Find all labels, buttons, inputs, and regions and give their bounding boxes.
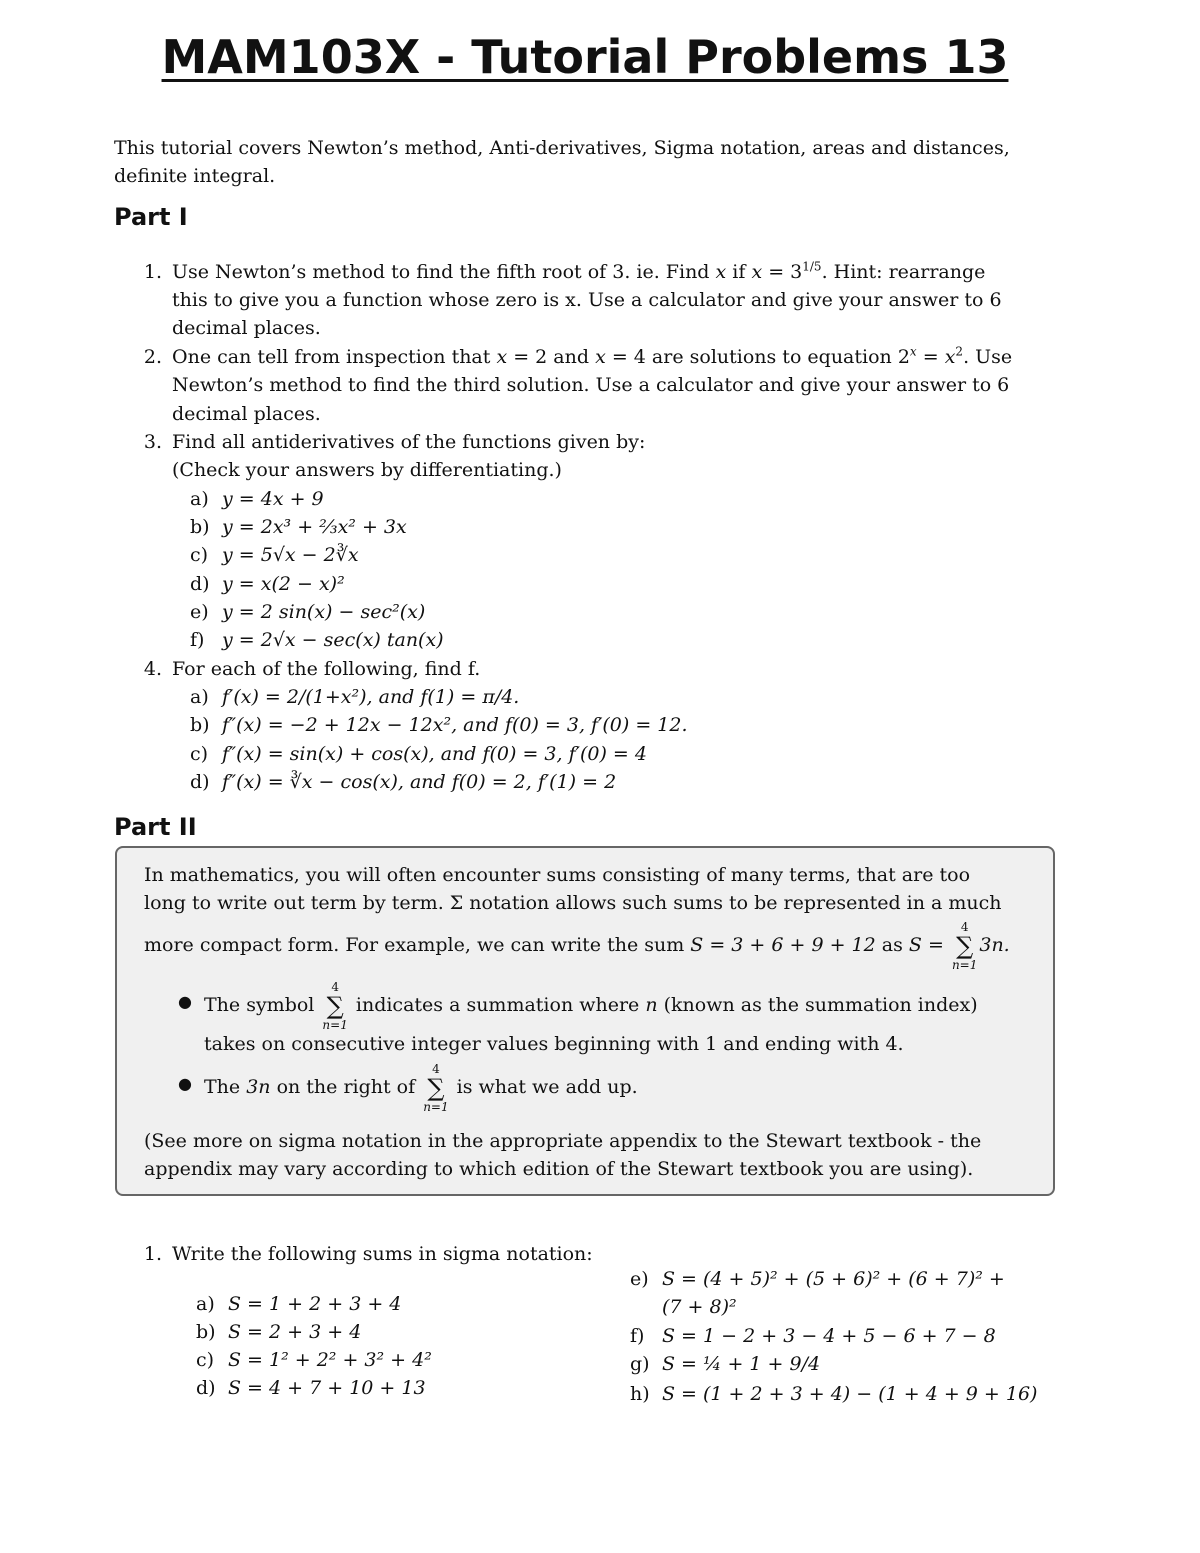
item-expression: f″(x) = ∛x − cos(x), and f(0) = 2, f′(1) = 2 [222,771,617,793]
question-3-line-2: (Check your answers by differentiating.) [172,459,562,481]
item-label: a) [196,1293,215,1315]
item-label: d) [190,771,210,793]
item-expression: y = 4x + 9 [222,488,324,510]
box-bullet-1-line-2: takes on consecutive integer values beginning with 1 and ending with 4. [204,1033,904,1055]
box-line-4: (See more on sigma notation in the appropriate appendix to the Stewart textbook - the [144,1130,982,1152]
item-label: b) [196,1321,216,1343]
item-expression: y = 2 sin(x) − sec²(x) [222,601,426,623]
part-2-heading: Part II [114,813,197,841]
question-number: 2. [143,346,162,368]
question-3-line-1: Find all antiderivatives of the functions given by: [172,431,646,453]
question-1-line-2: this to give you a function whose zero is x. Use a calculator and give your answer to 6 [172,289,1002,311]
item-label: a) [190,488,209,510]
item-expression: S = 1 − 2 + 3 − 4 + 5 − 6 + 7 − 8 [662,1325,996,1347]
bullet-icon: ● [178,992,192,1011]
item-expression: S = (1 + 2 + 3 + 4) − (1 + 4 + 9 + 16) [662,1383,1038,1405]
sigma-symbol: 4 ∑ n=1 [423,1062,449,1114]
item-expression: S = 4 + 7 + 10 + 13 [228,1377,426,1399]
item-expression: y = 2x³ + ⅔x² + 3x [222,516,407,538]
item-label: c) [190,544,209,566]
item-label: d) [190,573,210,595]
question-2-line-2: Newton’s method to find the third solution. Use a calculator and give your answer to 6 [172,374,1010,396]
item-label: h) [630,1383,650,1405]
item-label: e) [630,1268,649,1290]
item-expression: S = (4 + 5)² + (5 + 6)² + (6 + 7)² + [662,1268,1005,1290]
item-label: b) [190,516,210,538]
question-1-line-3: decimal places. [172,317,321,339]
item-label: b) [190,714,210,736]
box-line-1: In mathematics, you will often encounter sums consisting of many terms, that are too [144,864,971,886]
item-expression: f″(x) = sin(x) + cos(x), and f(0) = 3, f′(0) = 4 [222,743,647,765]
intro-line-1: This tutorial covers Newton’s method, Anti-derivatives, Sigma notation, areas and distances, [114,137,1010,159]
item-expression: S = 1² + 2² + 3² + 4² [228,1349,432,1371]
question-2-line-1: One can tell from inspection that x = 2 and x = 4 are solutions to equation $2^x = x^2$. Use [172,344,1013,368]
sigma-symbol: 4 ∑ n=1 [951,920,978,972]
item-expression: y = x(2 − x)² [222,573,345,595]
item-label: c) [190,743,209,765]
item-expression: S = 1 + 2 + 3 + 4 [228,1293,402,1315]
item-label: a) [190,686,209,708]
box-line-5: appendix may vary according to which edition of the Stewart textbook you are using). [144,1158,974,1180]
box-bullet-1: The symbol 4 ∑ n=1 indicates a summation where n (known as the summation index) [204,980,978,1032]
part-1-heading: Part I [114,203,188,231]
box-line-2: long to write out term by term. Σ notation allows such sums to be represented in a much [144,892,1002,914]
question-4-line-1: For each of the following, find f. [172,658,481,680]
box-line-3: more compact form. For example, we can write the sum S = 3 + 6 + 9 + 12 as S = 4 ∑ n=13n. [144,920,1010,972]
item-expression: S = ¼ + 1 + 9/4 [662,1353,821,1375]
intro-line-2: definite integral. [114,165,276,187]
question-2-line-3: decimal places. [172,403,321,425]
question-number: 1. [143,261,162,283]
page-title: MAM103X - Tutorial Problems 13 [161,30,1009,84]
part-2-question-1-line-1: Write the following sums in sigma notation: [172,1243,593,1265]
item-label: d) [196,1377,216,1399]
item-expression: y = 5√x − 2∛x [222,544,359,566]
bullet-icon: ● [178,1074,192,1093]
item-label: e) [190,601,209,623]
item-label: f) [630,1325,645,1347]
item-expression: y = 2√x − sec(x) tan(x) [222,629,444,651]
question-number: 4. [143,658,162,680]
item-expression: (7 + 8)² [662,1296,737,1318]
item-expression: S = 2 + 3 + 4 [228,1321,362,1343]
item-label: f) [190,629,205,651]
question-number: 1. [143,1243,162,1265]
question-1-line-1: Use Newton’s method to find the fifth root of 3. ie. Find x if $x = 3^{1/5}$. Hint: rearrange [172,259,986,283]
sigma-symbol: 4 ∑ n=1 [322,980,348,1032]
item-label: c) [196,1349,215,1371]
box-bullet-2: The 3n on the right of 4 ∑ n=1 is what we add up. [204,1062,638,1114]
question-number: 3. [143,431,162,453]
item-expression: f′(x) = 2/(1+x²), and f(1) = π/4. [222,686,520,708]
intro-paragraph [114,134,1060,190]
item-label: g) [630,1353,650,1375]
item-expression: f″(x) = −2 + 12x − 12x², and f(0) = 3, f′(0) = 12. [222,714,688,736]
